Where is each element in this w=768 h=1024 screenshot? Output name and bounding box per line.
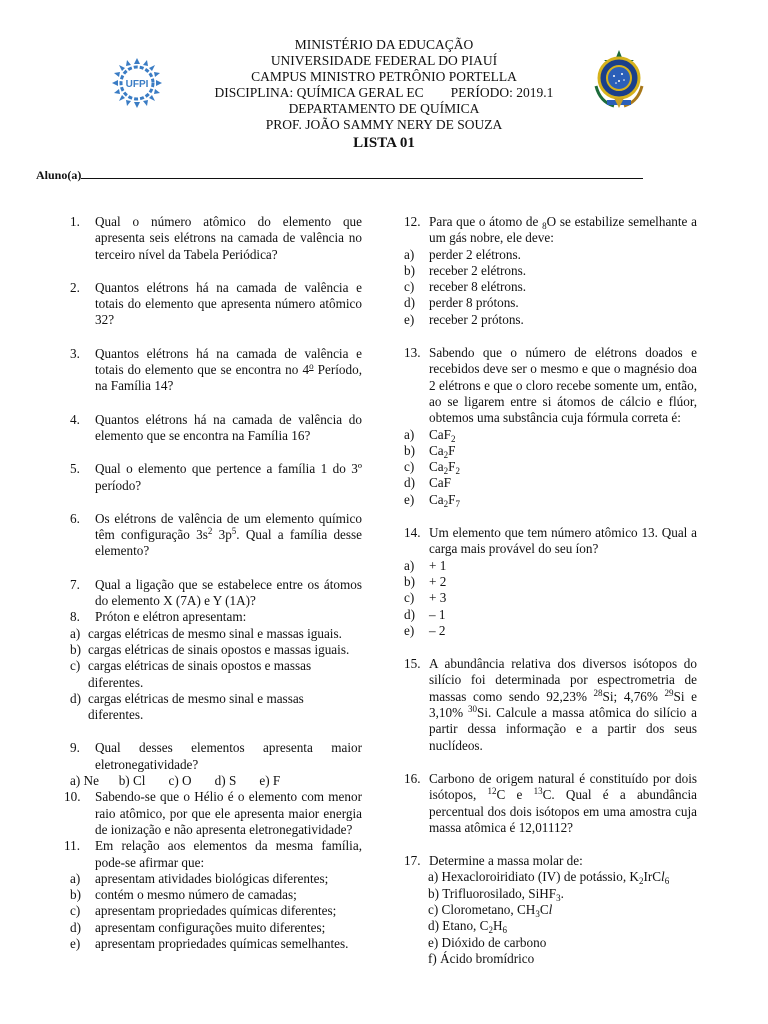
question-8: 8. Próton e elétron apresentam: bbox=[70, 609, 247, 625]
question-13-option-c[interactable]: c) $Ca_2F_2$ bbox=[404, 459, 460, 477]
question-8-option-d[interactable]: d) cargas elétricas de mesmo sinal e massas diferentes. bbox=[70, 690, 304, 723]
question-14-option-b[interactable]: b) + 2 bbox=[404, 573, 447, 589]
question-17-item-a: a) Hexacloroiridiato (IV) de potássio, $K_2IrCl_6$ bbox=[428, 869, 670, 887]
header-university: UNIVERSIDADE FEDERAL DO PIAUÍ bbox=[270, 53, 498, 68]
question-11-option-b[interactable]: b) contém o mesmo número de camadas; bbox=[70, 887, 297, 903]
question-3: 3. Quantos elétrons há na camada de valência e totais do elemento que se encontra no 4$^o$ Período, na Família 14? bbox=[70, 345, 362, 394]
student-name-line[interactable] bbox=[81, 168, 643, 179]
question-17-item-c: c) Clorometano, $CH_3Cl$ bbox=[428, 901, 553, 919]
question-12: 12. Para que o átomo de $_8$O se estabilize semelhante a um gás nobre, ele deve: bbox=[404, 214, 697, 246]
question-7-text: Qual a ligação que se estabelece entre os átomos do elemento X (7A) e Y (1A)? bbox=[95, 576, 362, 609]
question-2: 2. Quantos elétrons há na camada de valência e totais do elemento que apresenta número atômico 32? bbox=[70, 279, 362, 328]
question-11-option-a[interactable]: a) apresentam atividades biológicas diferentes; bbox=[70, 870, 329, 886]
question-13-option-b[interactable]: b) $Ca_2F$ bbox=[404, 442, 456, 460]
question-1-text: Qual o número atômico do elemento que apresenta seis elétrons na camada de valência no terceiro nível da Tabela Periódica? bbox=[95, 214, 362, 262]
question-8-option-b[interactable]: b) cargas elétricas de sinais opostos e massas iguais. bbox=[70, 641, 350, 657]
question-17-text: Determine a massa molar de: bbox=[429, 853, 583, 869]
question-14-option-d[interactable]: d) – 1 bbox=[404, 606, 446, 622]
question-7: 7. Qual a ligação que se estabelece entre os átomos do elemento X (7A) e Y (1A)? bbox=[70, 576, 362, 609]
header-department: DEPARTAMENTO DE QUÍMICA bbox=[288, 101, 480, 116]
question-11-option-c[interactable]: c) apresentam propriedades químicas diferentes; bbox=[70, 903, 337, 919]
question-11: 11. Em relação aos elementos da mesma família, pode-se afirmar que: bbox=[64, 838, 362, 870]
question-12-option-b[interactable]: b) receber 2 elétrons. bbox=[404, 262, 527, 278]
question-12-option-e[interactable]: e) receber 2 prótons. bbox=[404, 311, 524, 327]
document-header bbox=[0, 37, 768, 151]
question-13-option-e[interactable]: e) $Ca_2F_7$ bbox=[404, 491, 460, 509]
question-14-text: Um elemento que tem número atômico 13. Qual a carga mais provável do seu íon? bbox=[429, 525, 697, 557]
question-4: 4. Quantos elétrons há na camada de valência do elemento que se encontra na Família 16? bbox=[70, 411, 362, 443]
question-8-text: Próton e elétron apresentam: bbox=[95, 609, 247, 625]
question-10-text: Sabendo-se que o Hélio é o elemento com menor raio atômico, por que ele apresenta maior energia de ionização e não apresenta eletronegatividade? bbox=[95, 789, 362, 837]
question-9-text: Qual desses elementos apresenta maior eletronegatividade? bbox=[95, 740, 362, 772]
page-title: LISTA 01 bbox=[353, 135, 415, 151]
question-17-item-f: f) Ácido bromídrico bbox=[428, 950, 535, 966]
question-17: 17. Determine a massa molar de: bbox=[404, 853, 583, 869]
question-13-option-d[interactable]: d) CaF bbox=[404, 475, 451, 491]
header-ministry: MINISTÉRIO DA EDUCAÇÃO bbox=[294, 37, 474, 52]
question-11-text: Em relação aos elementos da mesma família, pode-se afirmar que: bbox=[95, 838, 362, 870]
question-16: 16. Carbono de origem natural é constituído por dois isótopos, $^{12}$C e $^{13}$C. Qual é a abundância percentual dos dois isótopos em uma amostra cuja massa atômica é 12,01112? bbox=[404, 770, 697, 835]
question-8-option-a[interactable]: a) cargas elétricas de mesmo sinal e massas iguais. bbox=[70, 625, 342, 641]
question-11-option-d[interactable]: d) apresentam configurações muito diferentes; bbox=[70, 919, 326, 935]
header-discipline: DISCIPLINA: QUÍMICA GERAL EC PERÍODO: 2019.1 bbox=[214, 85, 554, 100]
question-14: 14. Um elemento que tem número atômico 13. Qual a carga mais provável do seu íon? bbox=[404, 525, 697, 557]
question-13-option-a[interactable]: a) CaF$_2$ bbox=[404, 426, 456, 444]
question-2-text: Quantos elétrons há na camada de valência e totais do elemento que apresenta número atômico 32? bbox=[95, 279, 362, 328]
ufpi-logo-text: UFPI bbox=[125, 79, 149, 90]
question-10: 10. Sabendo-se que o Hélio é o elemento com menor raio atômico, por que ele apresenta maior energia de ionização e não apresenta eletronegatividade? bbox=[64, 789, 362, 837]
question-5-text: Qual o elemento que pertence a família 1 do 3º período? bbox=[95, 461, 362, 493]
question-12-option-c[interactable]: c) receber 8 elétrons. bbox=[404, 279, 527, 295]
question-14-option-e[interactable]: e) – 2 bbox=[404, 622, 446, 638]
right-column bbox=[404, 214, 697, 967]
left-column bbox=[64, 214, 363, 952]
question-14-option-c[interactable]: c) + 3 bbox=[404, 590, 447, 606]
question-17-item-b: b) Trifluorosilado, SiHF$_3$. bbox=[428, 885, 564, 903]
question-17-item-e: e) Dióxido de carbono bbox=[428, 934, 547, 950]
question-9-options[interactable]: a) Ne b) Cl c) O d) S e) F bbox=[70, 773, 281, 789]
header-professor: PROF. JOÃO SAMMY NERY DE SOUZA bbox=[265, 117, 503, 132]
question-17-item-d: d) Etano, $C_2H_6$ bbox=[428, 918, 507, 936]
question-12-option-d[interactable]: d) perder 8 prótons. bbox=[404, 295, 519, 311]
question-8-options bbox=[0, 626, 362, 724]
question-8-option-c[interactable]: c) cargas elétricas de sinais opostos e massas diferentes. bbox=[70, 658, 312, 690]
question-4-text: Quantos elétrons há na camada de valência do elemento que se encontra na Família 16? bbox=[95, 411, 362, 443]
question-13-text: Sabendo que o número de elétrons doados e recebidos deve ser o mesmo e que o magnésio doa 2 elétrons e que o cloro recebe somente um, então, ao se ligarem entre si átomos de cálcio e flúor, obtemos uma substância cuja fórmula correta é: bbox=[429, 345, 697, 426]
question-6: 6. Os elétrons de valência de um elemento químico têm configuração $3s^2$ $3p^5$. Qual a família desse elemento? bbox=[70, 510, 363, 559]
question-13: 13. Sabendo que o número de elétrons doados e recebidos deve ser o mesmo e que o magnésio doa 2 elétrons e que o cloro recebe somente um, então, ao se ligarem entre si átomos de cálcio e flúor, obtemos uma substância cuja fórmula correta é: bbox=[404, 345, 697, 426]
question-5: 5. Qual o elemento que pertence a família 1 do 3º período? bbox=[70, 461, 362, 493]
student-label: Aluno(a) bbox=[36, 168, 82, 182]
student-name-field[interactable] bbox=[36, 168, 643, 183]
question-12-option-a[interactable]: a) perder 2 elétrons. bbox=[404, 246, 521, 262]
header-campus: CAMPUS MINISTRO PETRÔNIO PORTELLA bbox=[251, 69, 517, 84]
question-11-option-e[interactable]: e) apresentam propriedades químicas semelhantes. bbox=[70, 935, 349, 951]
question-14-option-a[interactable]: a) + 1 bbox=[404, 557, 447, 573]
question-15: 15. A abundância relativa dos diversos isótopos do silício foi determinada por espectrometria de massas como sendo 92,23% $^{28}$Si; 4,76% $^{29}$Si e 3,10% $^{30}$Si. Calcule a massa atômica do silício a partir dessa informação e a partir dos seus nuclídeos. bbox=[404, 656, 697, 753]
question-9: 9. Qual desses elementos apresenta maior eletronegatividade? bbox=[70, 740, 362, 772]
question-1: 1. Qual o número atômico do elemento que apresenta seis elétrons na camada de valência no terceiro nível da Tabela Periódica? bbox=[70, 214, 362, 262]
